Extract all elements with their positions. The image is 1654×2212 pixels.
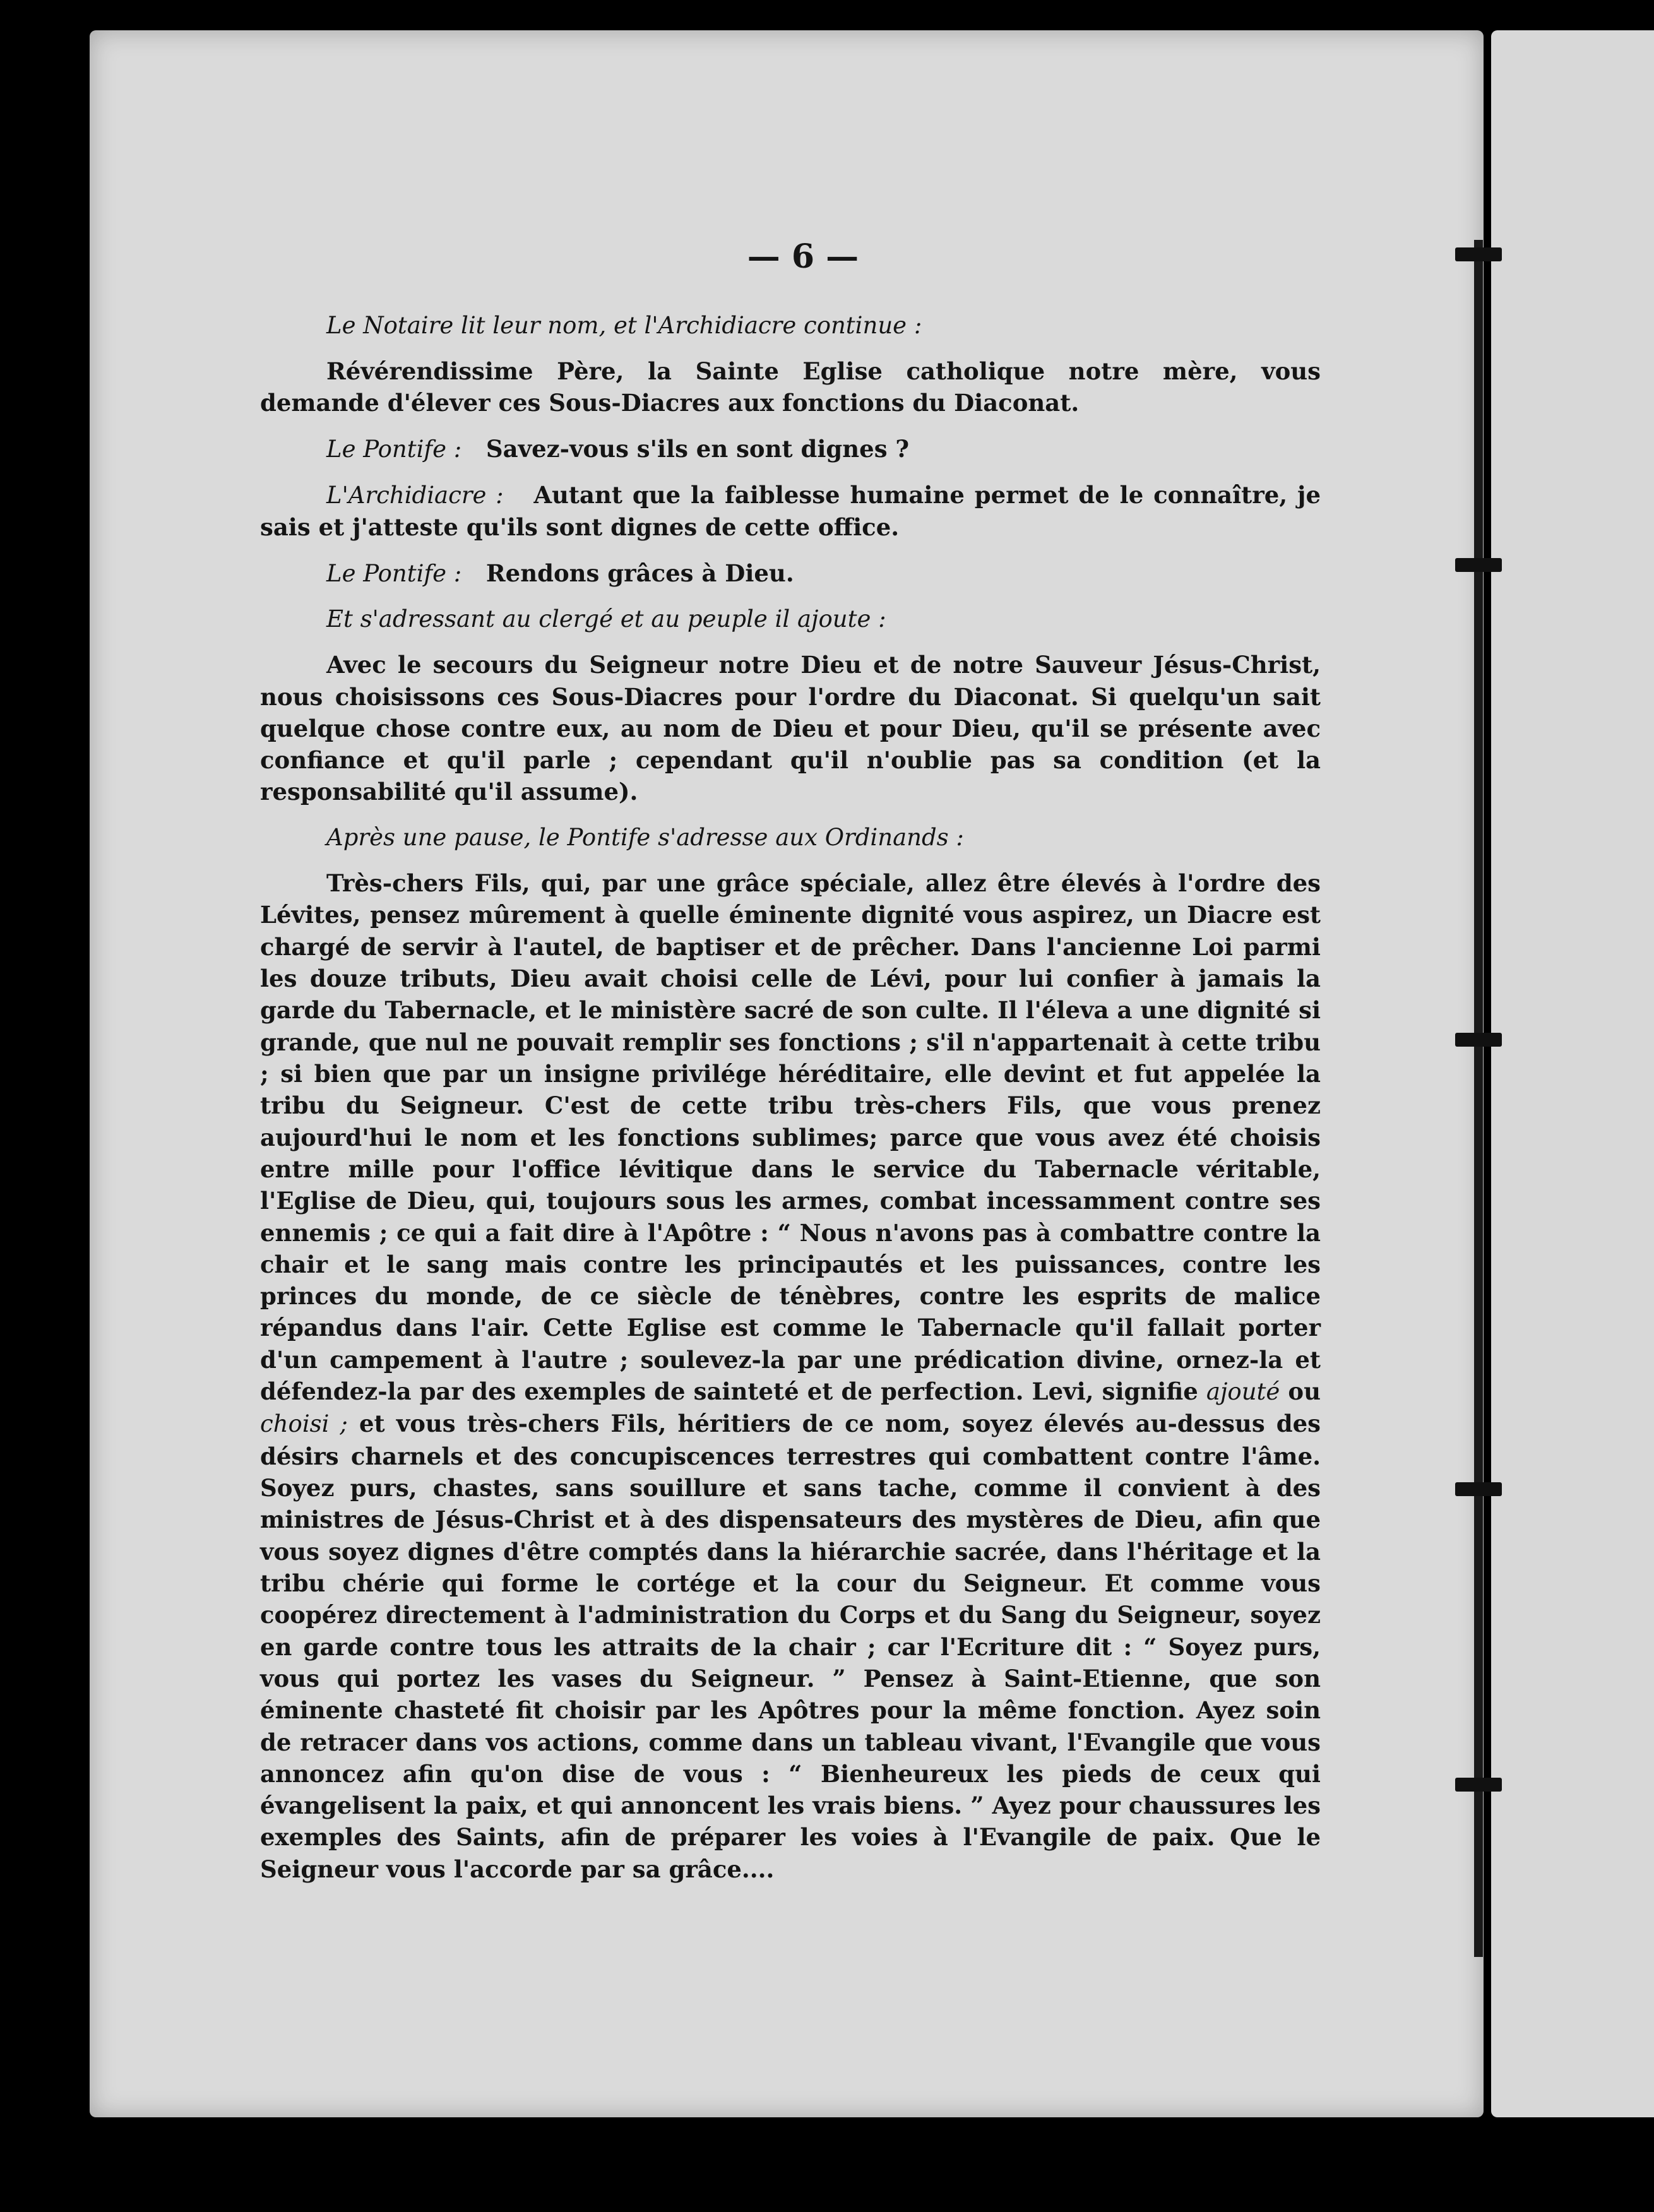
binding-clip	[1455, 558, 1502, 572]
stage-direction-pause: Après une pause, le Pontife s'adresse aux Ordinands :	[326, 823, 964, 851]
binding-spine	[1474, 240, 1483, 1957]
allocution-text-a: Très-chers Fils, qui, par une grâce spéciale, allez être élevés à l'ordre des Lévites, pensez mûrement à quelle éminente dignité vous aspirez, un Diacre est chargé de servir à l'autel, de baptiser et de prêcher. Dans l'ancienne Loi parmi les douze tributs, Dieu avait choisi celle de Lévi, pour lui confier à jamais la garde du Tabernacle, et le ministère sacré de son culte. Il l'éleva a une dignité si grande, que nul ne pouvait remplir ses fonctions ; s'il n'appartenait à cette tribu ; si bien que par un insigne privilége héréditaire, elle devint et fut appelée la tribu du Seigneur. C'est de cette tribu très-chers Fils, que vous prenez aujourd'hui le nom et les fonctions sublimes; parce que vous avez été choisis entre mille pour l'office lévitique dans le service du Tabernacle véritable, l'Eglise de Dieu, qui, toujours sous les armes, combat incessamment contre ses ennemis ; ce qui a fait dire à l'Apôtre : “ Nous n'avons pas à combattre contre la chair et le sang mais contre les principautés et les puissances, contre les princes du monde, de ce siècle de ténèbres, contre les esprits de malice répandus dans l'air. Cette Eglise est comme le Tabernacle qu'il fallait porter d'un campement à l'autre ; soulevez-la par une prédication divine, ornez-la et défendez-la par des exemples de sainteté et de perfection. Levi, signifie	[260, 869, 1321, 1406]
speaker-label: Le Pontife :	[326, 435, 462, 463]
allocution-text-b: ou	[1288, 1377, 1321, 1406]
speech-text: Autant que la faiblesse humaine permet de le connaître, je sais et j'atteste qu'ils sont dignes de cette office.	[260, 480, 1321, 542]
binding-clip	[1455, 1778, 1502, 1792]
speaker-label: Le Pontife :	[326, 559, 462, 587]
paragraph-petition: Révérendissime Père, la Sainte Eglise catholique notre mère, vous demande d'élever ces Sous-Diacres aux fonctions du Diaconat.	[260, 357, 1321, 417]
italic-word-ajoute: ajouté	[1206, 1378, 1280, 1406]
stage-direction-notary: Le Notaire lit leur nom, et l'Archidiacre continue :	[326, 311, 922, 339]
binding-clip	[1455, 247, 1502, 261]
binding-clip	[1455, 1033, 1502, 1047]
dialogue-line-pontife-thanks	[260, 557, 1321, 590]
paragraph-choice: Avec le secours du Seigneur notre Dieu et de notre Sauveur Jésus-Christ, nous choisissons ces Sous-Diacres pour l'ordre du Diaconat. Si quelqu'un sait quelque chose contre eux, au nom de Dieu et pour Dieu, qu'il se présente avec confiance et qu'il parle ; cependant qu'il n'oublie pas sa condition (et la responsabilité qu'il assume).	[260, 651, 1321, 806]
allocution-text-c: et vous très-chers Fils, héritiers de ce nom, soyez élevés au-dessus des désirs charnels et des concupiscences terrestres qui combattent contre l'âme. Soyez purs, chastes, sans souillure et sans tache, comme il convient à des ministres de Jésus-Christ et à des dispensateurs des mystères de Dieu, afin que vous soyez dignes d'être comptés dans la hiérarchie sacrée, dans l'héritage et la tribu chérie qui forme le cortége et la cour du Seigneur. Et comme vous coopérez directement à l'administration du Corps et du Sang du Seigneur, soyez en garde contre tous les attraits de la chair ; car l'Ecriture dit : “ Soyez purs, vous qui portez les vases du Seigneur. ” Pensez à Saint-Etienne, que son éminente chasteté fit choisir par les Apôtres pour la même fonction. Ayez soin de retracer dans vos actions, comme dans un tableau vivant, l'Evangile que vous annoncez afin qu'on dise de vous : “ Bienheureux les pieds de ceux qui évangelisent la paix, et qui annoncent les vrais biens. ” Ayez pour chaussures les exemples des Saints, afin de préparer les voies à l'Evangile de paix. Que le Seigneur vous l'accorde par sa grâce....	[260, 1410, 1321, 1883]
speaker-label: L'Archidiacre :	[326, 481, 504, 509]
page-number: — 6 —	[747, 237, 859, 276]
dialogue-line-archidiacre	[260, 479, 1321, 544]
stage-direction-clergy: Et s'adressant au clergé et au peuple il ajoute :	[326, 605, 886, 633]
binding-clip	[1455, 1482, 1502, 1496]
page-text	[260, 235, 1321, 1899]
speech-text: Rendons grâces à Dieu.	[485, 559, 794, 587]
italic-word-choisi: choisi ;	[260, 1410, 348, 1438]
dialogue-line-pontife-question	[260, 433, 1321, 465]
speech-text: Savez-vous s'ils en sont dignes ?	[485, 434, 910, 463]
facing-page	[1491, 30, 1654, 2117]
paragraph-allocution	[260, 867, 1321, 1885]
